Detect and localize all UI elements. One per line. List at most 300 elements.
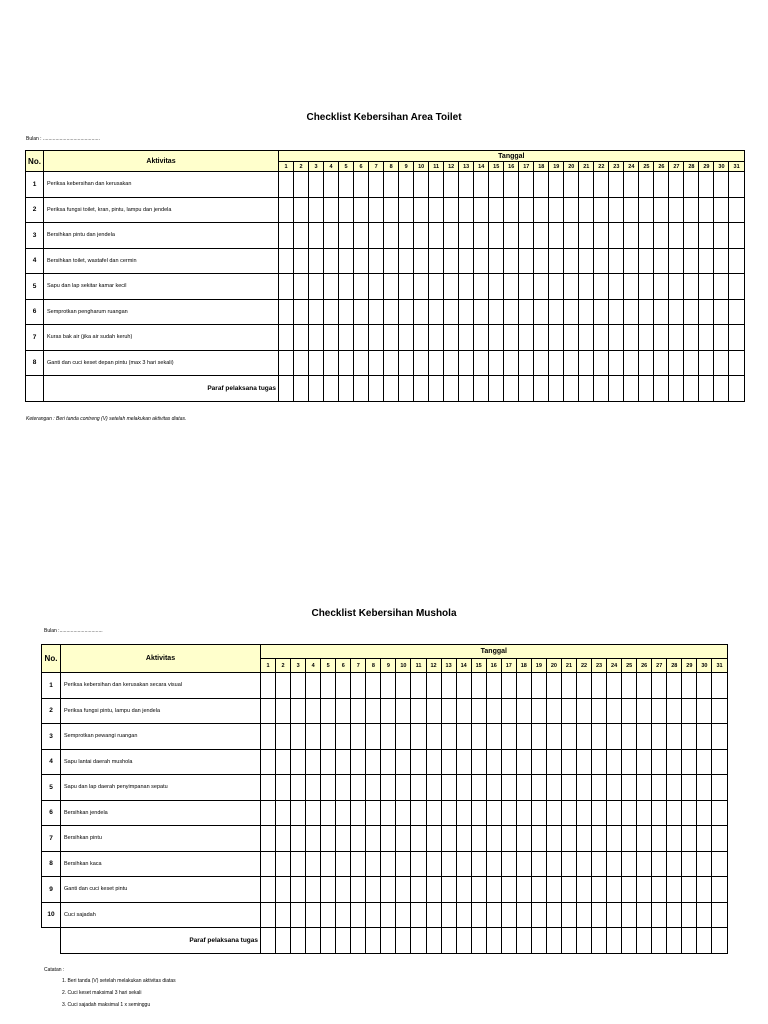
checkbox-cell[interactable]	[459, 197, 474, 223]
checkbox-cell[interactable]	[712, 749, 727, 775]
checkbox-cell[interactable]	[294, 223, 309, 249]
checkbox-cell[interactable]	[291, 851, 306, 877]
signature-cell[interactable]	[576, 928, 591, 954]
checkbox-cell[interactable]	[637, 800, 652, 826]
checkbox-cell[interactable]	[399, 172, 414, 198]
checkbox-cell[interactable]	[411, 877, 426, 903]
checkbox-cell[interactable]	[714, 223, 729, 249]
checkbox-cell[interactable]	[309, 325, 324, 351]
checkbox-cell[interactable]	[384, 223, 399, 249]
checkbox-cell[interactable]	[729, 172, 744, 198]
checkbox-cell[interactable]	[276, 673, 291, 699]
signature-cell[interactable]	[519, 376, 534, 402]
checkbox-cell[interactable]	[294, 299, 309, 325]
checkbox-cell[interactable]	[622, 673, 637, 699]
checkbox-cell[interactable]	[276, 698, 291, 724]
checkbox-cell[interactable]	[564, 299, 579, 325]
checkbox-cell[interactable]	[321, 724, 336, 750]
checkbox-cell[interactable]	[504, 299, 519, 325]
checkbox-cell[interactable]	[519, 274, 534, 300]
checkbox-cell[interactable]	[396, 851, 411, 877]
checkbox-cell[interactable]	[682, 775, 697, 801]
signature-cell[interactable]	[592, 928, 607, 954]
signature-cell[interactable]	[384, 376, 399, 402]
checkbox-cell[interactable]	[381, 698, 396, 724]
checkbox-cell[interactable]	[712, 826, 727, 852]
checkbox-cell[interactable]	[576, 877, 591, 903]
checkbox-cell[interactable]	[384, 274, 399, 300]
checkbox-cell[interactable]	[456, 851, 471, 877]
signature-cell[interactable]	[637, 928, 652, 954]
checkbox-cell[interactable]	[306, 673, 321, 699]
checkbox-cell[interactable]	[336, 800, 351, 826]
checkbox-cell[interactable]	[474, 223, 489, 249]
checkbox-cell[interactable]	[444, 197, 459, 223]
checkbox-cell[interactable]	[516, 826, 531, 852]
checkbox-cell[interactable]	[456, 749, 471, 775]
checkbox-cell[interactable]	[534, 197, 549, 223]
checkbox-cell[interactable]	[339, 274, 354, 300]
checkbox-cell[interactable]	[381, 851, 396, 877]
checkbox-cell[interactable]	[321, 775, 336, 801]
checkbox-cell[interactable]	[714, 248, 729, 274]
checkbox-cell[interactable]	[714, 274, 729, 300]
checkbox-cell[interactable]	[639, 350, 654, 376]
checkbox-cell[interactable]	[384, 248, 399, 274]
checkbox-cell[interactable]	[531, 826, 546, 852]
checkbox-cell[interactable]	[534, 248, 549, 274]
checkbox-cell[interactable]	[381, 724, 396, 750]
signature-cell[interactable]	[381, 928, 396, 954]
signature-cell[interactable]	[561, 928, 576, 954]
signature-cell[interactable]	[564, 376, 579, 402]
checkbox-cell[interactable]	[654, 197, 669, 223]
checkbox-cell[interactable]	[381, 673, 396, 699]
checkbox-cell[interactable]	[471, 775, 486, 801]
checkbox-cell[interactable]	[294, 248, 309, 274]
checkbox-cell[interactable]	[519, 325, 534, 351]
checkbox-cell[interactable]	[609, 274, 624, 300]
signature-cell[interactable]	[306, 928, 321, 954]
signature-cell[interactable]	[354, 376, 369, 402]
checkbox-cell[interactable]	[276, 724, 291, 750]
checkbox-cell[interactable]	[429, 248, 444, 274]
checkbox-cell[interactable]	[654, 325, 669, 351]
checkbox-cell[interactable]	[489, 325, 504, 351]
checkbox-cell[interactable]	[324, 223, 339, 249]
checkbox-cell[interactable]	[336, 826, 351, 852]
checkbox-cell[interactable]	[546, 749, 561, 775]
checkbox-cell[interactable]	[306, 826, 321, 852]
checkbox-cell[interactable]	[426, 698, 441, 724]
checkbox-cell[interactable]	[669, 350, 684, 376]
checkbox-cell[interactable]	[531, 749, 546, 775]
checkbox-cell[interactable]	[414, 274, 429, 300]
checkbox-cell[interactable]	[592, 724, 607, 750]
checkbox-cell[interactable]	[474, 325, 489, 351]
checkbox-cell[interactable]	[714, 350, 729, 376]
checkbox-cell[interactable]	[396, 724, 411, 750]
checkbox-cell[interactable]	[291, 775, 306, 801]
checkbox-cell[interactable]	[489, 350, 504, 376]
checkbox-cell[interactable]	[351, 826, 366, 852]
checkbox-cell[interactable]	[441, 749, 456, 775]
checkbox-cell[interactable]	[561, 673, 576, 699]
checkbox-cell[interactable]	[261, 902, 276, 928]
checkbox-cell[interactable]	[456, 673, 471, 699]
checkbox-cell[interactable]	[339, 325, 354, 351]
checkbox-cell[interactable]	[369, 223, 384, 249]
checkbox-cell[interactable]	[592, 826, 607, 852]
checkbox-cell[interactable]	[384, 172, 399, 198]
checkbox-cell[interactable]	[579, 172, 594, 198]
checkbox-cell[interactable]	[639, 223, 654, 249]
checkbox-cell[interactable]	[592, 749, 607, 775]
checkbox-cell[interactable]	[336, 851, 351, 877]
checkbox-cell[interactable]	[429, 325, 444, 351]
signature-cell[interactable]	[682, 928, 697, 954]
checkbox-cell[interactable]	[336, 902, 351, 928]
checkbox-cell[interactable]	[637, 826, 652, 852]
checkbox-cell[interactable]	[351, 698, 366, 724]
checkbox-cell[interactable]	[456, 775, 471, 801]
checkbox-cell[interactable]	[504, 172, 519, 198]
checkbox-cell[interactable]	[366, 673, 381, 699]
checkbox-cell[interactable]	[622, 851, 637, 877]
checkbox-cell[interactable]	[637, 698, 652, 724]
checkbox-cell[interactable]	[441, 851, 456, 877]
checkbox-cell[interactable]	[729, 299, 744, 325]
checkbox-cell[interactable]	[714, 325, 729, 351]
signature-cell[interactable]	[639, 376, 654, 402]
checkbox-cell[interactable]	[669, 299, 684, 325]
checkbox-cell[interactable]	[444, 248, 459, 274]
checkbox-cell[interactable]	[411, 800, 426, 826]
checkbox-cell[interactable]	[654, 172, 669, 198]
checkbox-cell[interactable]	[594, 172, 609, 198]
checkbox-cell[interactable]	[609, 197, 624, 223]
checkbox-cell[interactable]	[729, 350, 744, 376]
checkbox-cell[interactable]	[712, 877, 727, 903]
checkbox-cell[interactable]	[261, 800, 276, 826]
checkbox-cell[interactable]	[441, 902, 456, 928]
signature-cell[interactable]	[712, 928, 727, 954]
signature-cell[interactable]	[396, 928, 411, 954]
checkbox-cell[interactable]	[712, 673, 727, 699]
checkbox-cell[interactable]	[669, 197, 684, 223]
checkbox-cell[interactable]	[456, 877, 471, 903]
checkbox-cell[interactable]	[531, 800, 546, 826]
checkbox-cell[interactable]	[516, 877, 531, 903]
checkbox-cell[interactable]	[351, 775, 366, 801]
checkbox-cell[interactable]	[667, 775, 682, 801]
checkbox-cell[interactable]	[354, 223, 369, 249]
checkbox-cell[interactable]	[396, 800, 411, 826]
checkbox-cell[interactable]	[426, 826, 441, 852]
checkbox-cell[interactable]	[351, 724, 366, 750]
checkbox-cell[interactable]	[682, 826, 697, 852]
checkbox-cell[interactable]	[471, 749, 486, 775]
checkbox-cell[interactable]	[321, 698, 336, 724]
checkbox-cell[interactable]	[366, 851, 381, 877]
checkbox-cell[interactable]	[261, 775, 276, 801]
checkbox-cell[interactable]	[306, 698, 321, 724]
checkbox-cell[interactable]	[354, 248, 369, 274]
checkbox-cell[interactable]	[667, 851, 682, 877]
checkbox-cell[interactable]	[682, 877, 697, 903]
checkbox-cell[interactable]	[321, 851, 336, 877]
signature-cell[interactable]	[684, 376, 699, 402]
checkbox-cell[interactable]	[471, 851, 486, 877]
checkbox-cell[interactable]	[609, 172, 624, 198]
checkbox-cell[interactable]	[399, 274, 414, 300]
checkbox-cell[interactable]	[339, 248, 354, 274]
checkbox-cell[interactable]	[592, 877, 607, 903]
signature-cell[interactable]	[276, 928, 291, 954]
signature-cell[interactable]	[336, 928, 351, 954]
checkbox-cell[interactable]	[279, 350, 294, 376]
checkbox-cell[interactable]	[714, 299, 729, 325]
checkbox-cell[interactable]	[579, 197, 594, 223]
checkbox-cell[interactable]	[486, 775, 501, 801]
checkbox-cell[interactable]	[324, 248, 339, 274]
checkbox-cell[interactable]	[652, 698, 667, 724]
checkbox-cell[interactable]	[607, 673, 622, 699]
checkbox-cell[interactable]	[489, 197, 504, 223]
checkbox-cell[interactable]	[697, 851, 712, 877]
checkbox-cell[interactable]	[399, 223, 414, 249]
checkbox-cell[interactable]	[561, 826, 576, 852]
signature-cell[interactable]	[531, 928, 546, 954]
checkbox-cell[interactable]	[699, 325, 714, 351]
checkbox-cell[interactable]	[369, 248, 384, 274]
checkbox-cell[interactable]	[607, 724, 622, 750]
checkbox-cell[interactable]	[441, 724, 456, 750]
checkbox-cell[interactable]	[622, 749, 637, 775]
checkbox-cell[interactable]	[411, 826, 426, 852]
signature-cell[interactable]	[549, 376, 564, 402]
checkbox-cell[interactable]	[624, 248, 639, 274]
checkbox-cell[interactable]	[336, 877, 351, 903]
checkbox-cell[interactable]	[441, 800, 456, 826]
checkbox-cell[interactable]	[637, 724, 652, 750]
checkbox-cell[interactable]	[396, 749, 411, 775]
checkbox-cell[interactable]	[291, 749, 306, 775]
signature-cell[interactable]	[471, 928, 486, 954]
checkbox-cell[interactable]	[501, 800, 516, 826]
checkbox-cell[interactable]	[712, 800, 727, 826]
checkbox-cell[interactable]	[456, 826, 471, 852]
checkbox-cell[interactable]	[411, 902, 426, 928]
checkbox-cell[interactable]	[261, 826, 276, 852]
checkbox-cell[interactable]	[339, 223, 354, 249]
checkbox-cell[interactable]	[429, 350, 444, 376]
checkbox-cell[interactable]	[474, 172, 489, 198]
checkbox-cell[interactable]	[369, 274, 384, 300]
checkbox-cell[interactable]	[354, 325, 369, 351]
checkbox-cell[interactable]	[411, 775, 426, 801]
checkbox-cell[interactable]	[444, 350, 459, 376]
checkbox-cell[interactable]	[309, 223, 324, 249]
checkbox-cell[interactable]	[354, 197, 369, 223]
checkbox-cell[interactable]	[384, 350, 399, 376]
checkbox-cell[interactable]	[309, 248, 324, 274]
checkbox-cell[interactable]	[561, 877, 576, 903]
checkbox-cell[interactable]	[652, 800, 667, 826]
checkbox-cell[interactable]	[336, 673, 351, 699]
checkbox-cell[interactable]	[697, 775, 712, 801]
checkbox-cell[interactable]	[384, 299, 399, 325]
checkbox-cell[interactable]	[336, 698, 351, 724]
checkbox-cell[interactable]	[579, 274, 594, 300]
checkbox-cell[interactable]	[684, 350, 699, 376]
checkbox-cell[interactable]	[652, 749, 667, 775]
checkbox-cell[interactable]	[324, 172, 339, 198]
checkbox-cell[interactable]	[306, 775, 321, 801]
checkbox-cell[interactable]	[682, 749, 697, 775]
checkbox-cell[interactable]	[609, 325, 624, 351]
signature-cell[interactable]	[652, 928, 667, 954]
checkbox-cell[interactable]	[339, 350, 354, 376]
checkbox-cell[interactable]	[306, 800, 321, 826]
checkbox-cell[interactable]	[592, 698, 607, 724]
checkbox-cell[interactable]	[564, 350, 579, 376]
checkbox-cell[interactable]	[291, 800, 306, 826]
checkbox-cell[interactable]	[549, 197, 564, 223]
toilet-bulan-field[interactable]: Bulan : .........................................	[26, 136, 100, 142]
signature-cell[interactable]	[309, 376, 324, 402]
checkbox-cell[interactable]	[682, 851, 697, 877]
checkbox-cell[interactable]	[546, 902, 561, 928]
checkbox-cell[interactable]	[699, 197, 714, 223]
checkbox-cell[interactable]	[697, 673, 712, 699]
checkbox-cell[interactable]	[414, 172, 429, 198]
checkbox-cell[interactable]	[471, 902, 486, 928]
checkbox-cell[interactable]	[399, 325, 414, 351]
checkbox-cell[interactable]	[369, 197, 384, 223]
checkbox-cell[interactable]	[381, 902, 396, 928]
checkbox-cell[interactable]	[426, 775, 441, 801]
checkbox-cell[interactable]	[321, 749, 336, 775]
checkbox-cell[interactable]	[637, 749, 652, 775]
checkbox-cell[interactable]	[279, 274, 294, 300]
checkbox-cell[interactable]	[309, 197, 324, 223]
checkbox-cell[interactable]	[607, 800, 622, 826]
checkbox-cell[interactable]	[459, 223, 474, 249]
checkbox-cell[interactable]	[622, 826, 637, 852]
checkbox-cell[interactable]	[426, 673, 441, 699]
checkbox-cell[interactable]	[576, 724, 591, 750]
checkbox-cell[interactable]	[546, 698, 561, 724]
checkbox-cell[interactable]	[697, 724, 712, 750]
signature-cell[interactable]	[294, 376, 309, 402]
signature-cell[interactable]	[351, 928, 366, 954]
checkbox-cell[interactable]	[667, 673, 682, 699]
checkbox-cell[interactable]	[474, 350, 489, 376]
checkbox-cell[interactable]	[336, 724, 351, 750]
checkbox-cell[interactable]	[486, 673, 501, 699]
checkbox-cell[interactable]	[607, 698, 622, 724]
checkbox-cell[interactable]	[622, 698, 637, 724]
checkbox-cell[interactable]	[489, 223, 504, 249]
checkbox-cell[interactable]	[669, 172, 684, 198]
checkbox-cell[interactable]	[531, 877, 546, 903]
checkbox-cell[interactable]	[561, 851, 576, 877]
checkbox-cell[interactable]	[426, 877, 441, 903]
checkbox-cell[interactable]	[549, 299, 564, 325]
checkbox-cell[interactable]	[594, 325, 609, 351]
checkbox-cell[interactable]	[682, 800, 697, 826]
checkbox-cell[interactable]	[321, 877, 336, 903]
checkbox-cell[interactable]	[684, 248, 699, 274]
checkbox-cell[interactable]	[324, 325, 339, 351]
checkbox-cell[interactable]	[291, 826, 306, 852]
checkbox-cell[interactable]	[682, 724, 697, 750]
checkbox-cell[interactable]	[504, 223, 519, 249]
checkbox-cell[interactable]	[637, 775, 652, 801]
signature-cell[interactable]	[504, 376, 519, 402]
checkbox-cell[interactable]	[276, 851, 291, 877]
signature-cell[interactable]	[426, 928, 441, 954]
checkbox-cell[interactable]	[576, 673, 591, 699]
checkbox-cell[interactable]	[444, 223, 459, 249]
checkbox-cell[interactable]	[579, 248, 594, 274]
checkbox-cell[interactable]	[639, 197, 654, 223]
checkbox-cell[interactable]	[546, 724, 561, 750]
checkbox-cell[interactable]	[669, 223, 684, 249]
checkbox-cell[interactable]	[667, 826, 682, 852]
checkbox-cell[interactable]	[609, 223, 624, 249]
checkbox-cell[interactable]	[471, 877, 486, 903]
checkbox-cell[interactable]	[501, 851, 516, 877]
signature-cell[interactable]	[714, 376, 729, 402]
checkbox-cell[interactable]	[501, 902, 516, 928]
checkbox-cell[interactable]	[534, 299, 549, 325]
checkbox-cell[interactable]	[624, 299, 639, 325]
checkbox-cell[interactable]	[414, 223, 429, 249]
signature-cell[interactable]	[667, 928, 682, 954]
checkbox-cell[interactable]	[561, 749, 576, 775]
checkbox-cell[interactable]	[579, 350, 594, 376]
checkbox-cell[interactable]	[594, 350, 609, 376]
checkbox-cell[interactable]	[504, 274, 519, 300]
checkbox-cell[interactable]	[471, 800, 486, 826]
checkbox-cell[interactable]	[534, 223, 549, 249]
checkbox-cell[interactable]	[456, 698, 471, 724]
checkbox-cell[interactable]	[667, 877, 682, 903]
checkbox-cell[interactable]	[549, 223, 564, 249]
signature-cell[interactable]	[456, 928, 471, 954]
checkbox-cell[interactable]	[594, 223, 609, 249]
checkbox-cell[interactable]	[652, 826, 667, 852]
checkbox-cell[interactable]	[697, 698, 712, 724]
checkbox-cell[interactable]	[546, 851, 561, 877]
checkbox-cell[interactable]	[531, 724, 546, 750]
checkbox-cell[interactable]	[309, 172, 324, 198]
checkbox-cell[interactable]	[399, 299, 414, 325]
checkbox-cell[interactable]	[339, 172, 354, 198]
checkbox-cell[interactable]	[354, 299, 369, 325]
checkbox-cell[interactable]	[607, 877, 622, 903]
checkbox-cell[interactable]	[279, 197, 294, 223]
checkbox-cell[interactable]	[504, 248, 519, 274]
checkbox-cell[interactable]	[261, 877, 276, 903]
checkbox-cell[interactable]	[444, 172, 459, 198]
checkbox-cell[interactable]	[667, 749, 682, 775]
checkbox-cell[interactable]	[486, 800, 501, 826]
checkbox-cell[interactable]	[411, 851, 426, 877]
checkbox-cell[interactable]	[594, 299, 609, 325]
